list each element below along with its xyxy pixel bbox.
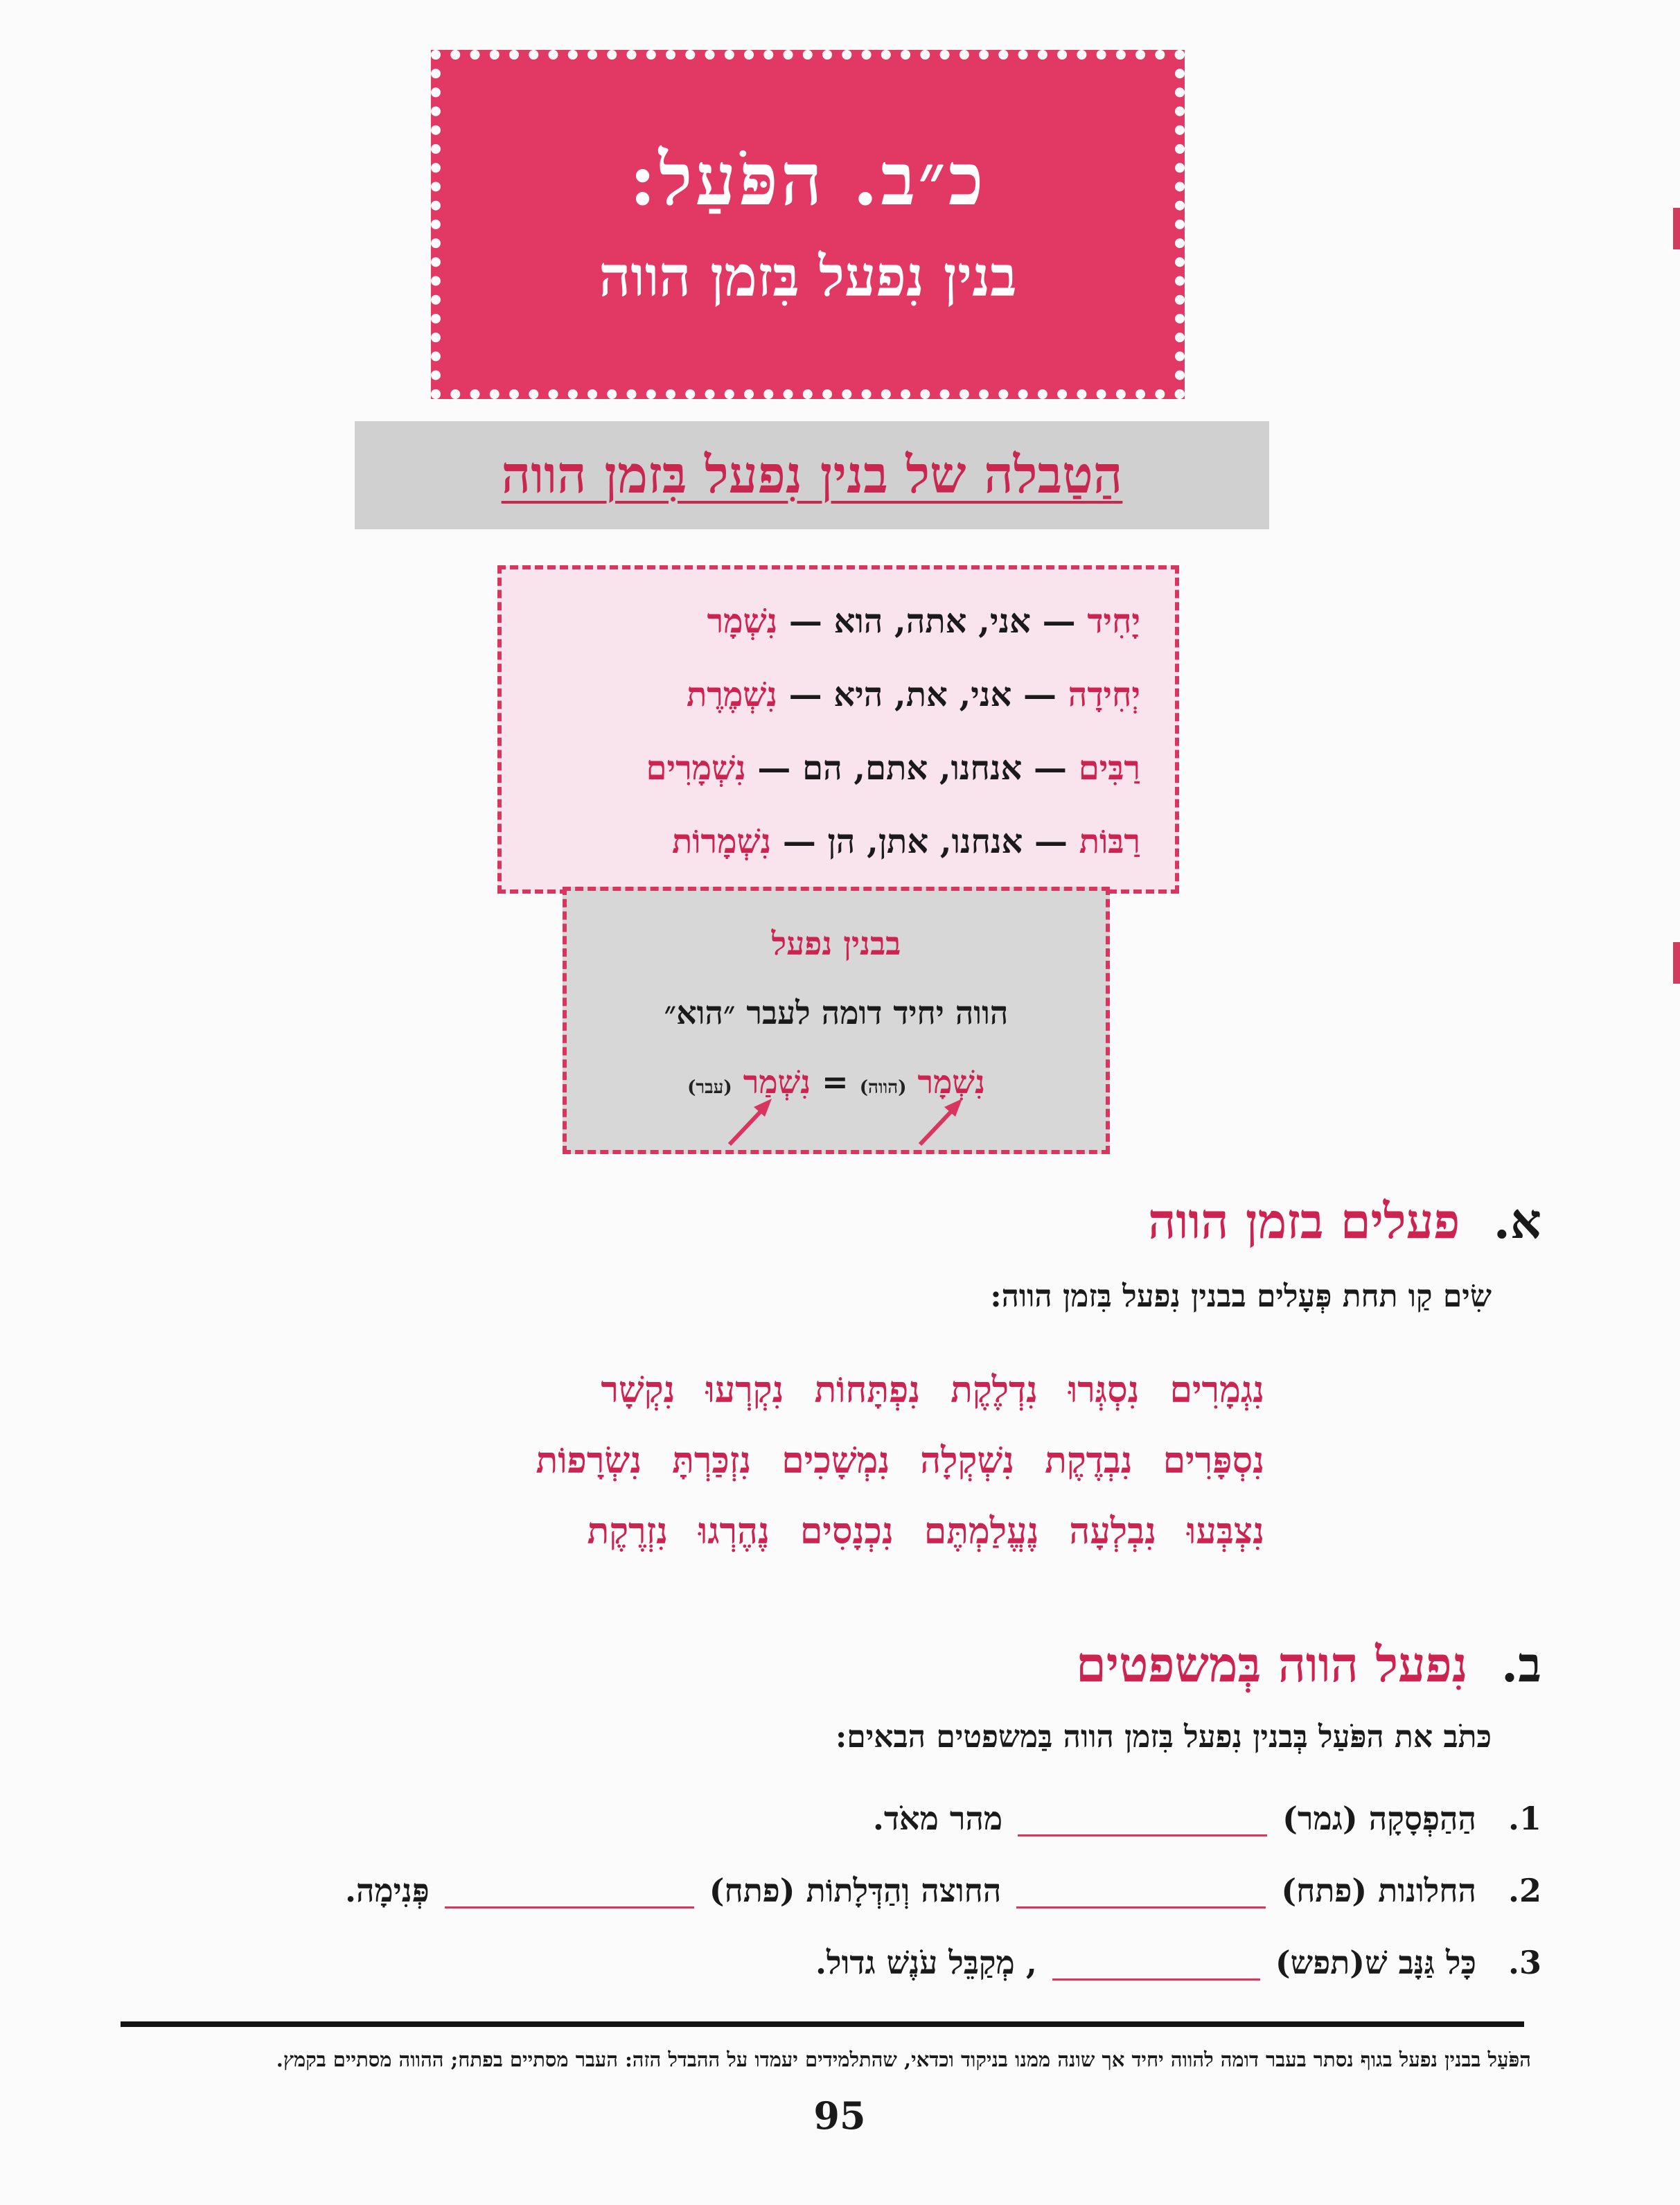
past-form: נִשְׁמַר	[743, 1063, 811, 1101]
conjugation-form: נִשְׁמֶרֶת	[686, 675, 777, 714]
sentence-text: מהר מאֹד.	[872, 1800, 1003, 1837]
conjugation-row	[529, 732, 1140, 805]
page-edge-mark	[1673, 208, 1680, 249]
lesson-title: כ״ב. הפֹּעַל:	[629, 136, 987, 222]
verb-word[interactable]: נִסְגְּרוּ	[1068, 1368, 1140, 1411]
table-heading-banner	[355, 421, 1269, 529]
verb-word[interactable]: נִמְשָׁכִים	[781, 1439, 890, 1482]
sentence-text: , מְקַבֵּל עֹנֶשׁ גדול.	[815, 1944, 1037, 1981]
verb-word[interactable]: נִבְדֶקֶת	[1045, 1439, 1133, 1482]
verb-word[interactable]: נִזְכַּרְתָּ	[672, 1439, 752, 1482]
verb-word[interactable]: נִקְשָׁר	[601, 1368, 675, 1411]
sentence-text: הַהַפְסָקָה (גמר)	[1282, 1800, 1476, 1837]
verb-row	[364, 1354, 1264, 1425]
conjugation-row	[529, 805, 1140, 878]
sentence-number: 1.	[1507, 1800, 1541, 1837]
conjugation-number: יְחִידָה	[1068, 675, 1140, 714]
page-number: 95	[813, 2093, 866, 2138]
conjugation-form: נִשְׁמָרוֹת	[671, 822, 772, 861]
sentence-text: פְּנִימָה.	[344, 1872, 430, 1909]
conjugation-pronouns: — אנחנו, אתן, הן —	[782, 822, 1068, 861]
conjugation-pronouns: — אני, את, היא —	[788, 675, 1056, 714]
footnote-divider	[121, 2021, 1524, 2027]
section-b-instruction: כּתֹב את הפֹּעַל בְּבנין נִפעל בִּזמן הווה בַּמשפטים הבאים:	[835, 1719, 1492, 1755]
sentence-text: כָּל גַּנָּב שׁ(תפש)	[1275, 1944, 1476, 1981]
conjugation-row	[529, 658, 1140, 732]
section-a-instruction: שִׂים קַו תחת פְּעָלים בבנין נִפעל בִּזמן הווה:	[990, 1279, 1492, 1314]
vowel-arrows	[567, 891, 1114, 1158]
past-label: (עבר)	[687, 1077, 732, 1098]
answer-blank[interactable]	[1016, 1879, 1266, 1909]
conjugation-number: רַבּוֹת	[1079, 822, 1140, 861]
verb-row	[364, 1496, 1264, 1566]
page-edge-mark	[1673, 942, 1680, 984]
sentence-item	[873, 1794, 1541, 1843]
verb-word[interactable]: נִסְפָּרִים	[1162, 1439, 1264, 1482]
conjugation-table	[497, 565, 1179, 894]
verb-word[interactable]: נִזְרֶקֶת	[587, 1509, 668, 1552]
equals-sign: =	[822, 1063, 849, 1101]
footnote: הפֹּעַל בבנין נפעל בגוף נסתר בעבר דומה להווה יחיד אך שונה ממנו בניקוד וכדאי, שהתלמידים יעמדו על ההבדל הזה: העבר מסתיים בפתח; ההווה מסתיים בקמץ.	[276, 2048, 1531, 2071]
verb-word[interactable]: נִבְלְעָה	[1069, 1509, 1157, 1552]
present-label: (הווה)	[859, 1077, 907, 1098]
conjugation-pronouns: — אני, אתה, הוא —	[788, 602, 1076, 641]
section-b-letter: ב.	[1501, 1636, 1541, 1693]
conjugation-row	[529, 585, 1140, 658]
sentence-number: 2.	[1507, 1872, 1541, 1909]
sentence-item	[345, 1866, 1541, 1915]
verb-word[interactable]: נִקְרְעוּ	[705, 1368, 784, 1411]
verb-word[interactable]: נִפְתָּחוֹת	[814, 1368, 921, 1411]
section-a-heading	[1148, 1190, 1541, 1252]
verb-row	[364, 1425, 1264, 1496]
section-b-heading	[1076, 1633, 1541, 1696]
verb-word[interactable]: נִכְנָסִים	[799, 1509, 894, 1552]
verb-grid	[364, 1354, 1264, 1566]
conjugation-pronouns: — אנחנו, אתם, הם —	[757, 749, 1068, 788]
verb-word[interactable]: נֶעֱלַמְתֶּם	[923, 1509, 1039, 1552]
rule-statement: הווה יחיד דומה לעבר ״הוא״	[664, 994, 1009, 1031]
verb-word[interactable]: נִגְמָרִים	[1169, 1368, 1264, 1411]
lesson-subtitle: בנין נִפעל בִּזמן הווה	[599, 244, 1017, 309]
verb-word[interactable]: נֶהֶרְגוּ	[698, 1509, 770, 1552]
rule-title: בבנין נפעל	[771, 925, 901, 962]
conjugation-form: נִשְׁמָר	[707, 602, 778, 641]
sentence-number: 3.	[1507, 1944, 1541, 1981]
answer-blank[interactable]	[1052, 1951, 1260, 1981]
rule-box	[563, 887, 1110, 1154]
section-a-title: פעלים בזמן הווה	[1148, 1192, 1460, 1250]
table-heading: הַטַבלה של בנין נִפעל בִּזמן הווה	[501, 445, 1123, 505]
section-b-title: נִפעל הווה בְּמשפטים	[1076, 1636, 1468, 1693]
section-a-letter: א.	[1493, 1192, 1541, 1250]
conjugation-form: נִשְׁמָרִים	[646, 749, 746, 788]
conjugation-number: רַבִּים	[1078, 749, 1140, 788]
verb-word[interactable]: נִשְׁקְלָה	[920, 1439, 1015, 1482]
answer-blank[interactable]	[445, 1879, 694, 1909]
sentence-text: החלונות (פתח)	[1281, 1872, 1476, 1909]
sentence-text: החוצה וְהַדְּלָתוֹת (פתח)	[709, 1872, 1002, 1909]
verb-word[interactable]: נִצְבְּעוּ	[1187, 1509, 1264, 1552]
lesson-title-stamp	[431, 50, 1185, 399]
verb-word[interactable]: נִדְלֶקֶת	[950, 1368, 1038, 1411]
answer-blank[interactable]	[1018, 1807, 1267, 1836]
verb-word[interactable]: נִשְׂרָפוֹת	[536, 1439, 642, 1482]
conjugation-number: יָחִיד	[1087, 602, 1140, 641]
present-form: נִשְׁמָר	[917, 1063, 985, 1101]
sentence-item	[815, 1938, 1541, 1987]
